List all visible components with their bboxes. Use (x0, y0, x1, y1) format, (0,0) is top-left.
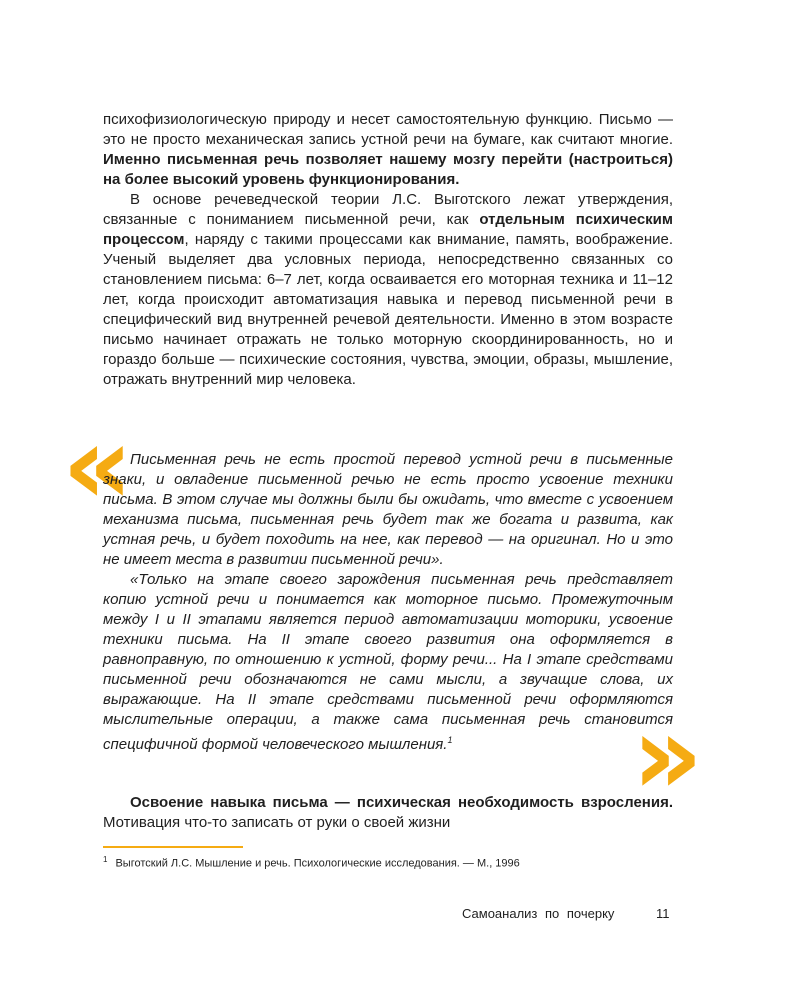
footnote-reference: 1 (447, 735, 453, 745)
footer-book-title: Самоанализ по почерку (462, 906, 615, 921)
quote-paragraph-2 (103, 570, 673, 755)
paragraph-3-block (103, 793, 673, 833)
quote-block (103, 450, 673, 755)
footnote-divider (103, 846, 243, 848)
footnote-number: 1 (103, 855, 108, 864)
paragraph-3-text: Мотивация что-то записать от руки о своей жизни (103, 814, 451, 831)
paragraph-2-text-b: , наряду с такими процессами как внимание, память, воображение. Ученый выделяет два условных периода, непосредственно связанных со становлением письма: 6–7 лет, когда осваивается его моторная техника и 11–12 лет, когда происходит автоматизация навыка и перевод письменной речи в специфический вид внутренней речевой деятельности. Именно в этом возрасте письмо начинает отражать не только моторную скоординированность, но и гораздо больше — психические состояния, чувства, эмоции, образы, мышление, отражать внутренний мир человека. (103, 231, 673, 388)
paragraph-2-text-a: В основе речеведческой теории Л.С. Выготского лежат утверждения, связанные с пониманием письменной речи, как (103, 191, 673, 228)
paragraph-2-bold: отдельным психическим процессом (103, 211, 673, 248)
close-quote-icon: » (632, 691, 704, 819)
paragraph-2 (103, 190, 673, 390)
page-number: 11 (656, 906, 670, 921)
quote-paragraph-1: Письменная речь не есть простой перевод устной речи в письменные знаки, и овладение письменной речью не есть просто усвоение техники письма. В этом случае мы должны были бы ожидать, что вместе с усвоением механизма письма, письменная речь будет так же богата и развита, как устная речь, и будет походить на нее, как перевод — на оригинал. Но и это не имеет места в развитии письменной речи». (103, 451, 673, 568)
main-text (103, 110, 673, 390)
open-quote-icon: « (62, 401, 134, 529)
quote-paragraph-2-text: «Только на этапе своего зарождения письменная речь представляет копию устной речи и понимается как моторное письмо. Промежуточным между I и II этапами является период автоматизации моторики, усвоение техники письма. На II этапе своего развития она оформляется в равноправную, по отношению к устной, форму речи... На I этапе средствами письменной речи обозначаются не сами мысли, а звучащие слова, их выражающие. На II этапе средствами письменной речи оформляются мыслительные операции, а также сама письменная речь становится специфичной формой человеческого мышления. (103, 571, 673, 753)
paragraph-3-bold: Освоение навыка письма — психическая необходимость взросления. (130, 794, 673, 811)
paragraph-1-bold: Именно письменная речь позволяет нашему мозгу перейти (настроиться) на более высокий уровень функционирования. (103, 151, 673, 188)
paragraph-3 (103, 793, 673, 833)
footnote (103, 855, 673, 870)
paragraph-1-text: психофизиологическую природу и несет самостоятельную функцию. Письмо — это не просто механическая запись устной речи на бумаге, как считают многие. (103, 111, 673, 148)
paragraph-1 (103, 110, 673, 190)
footnote-text: Выготский Л.С. Мышление и речь. Психологические исследования. — М., 1996 (115, 857, 520, 870)
